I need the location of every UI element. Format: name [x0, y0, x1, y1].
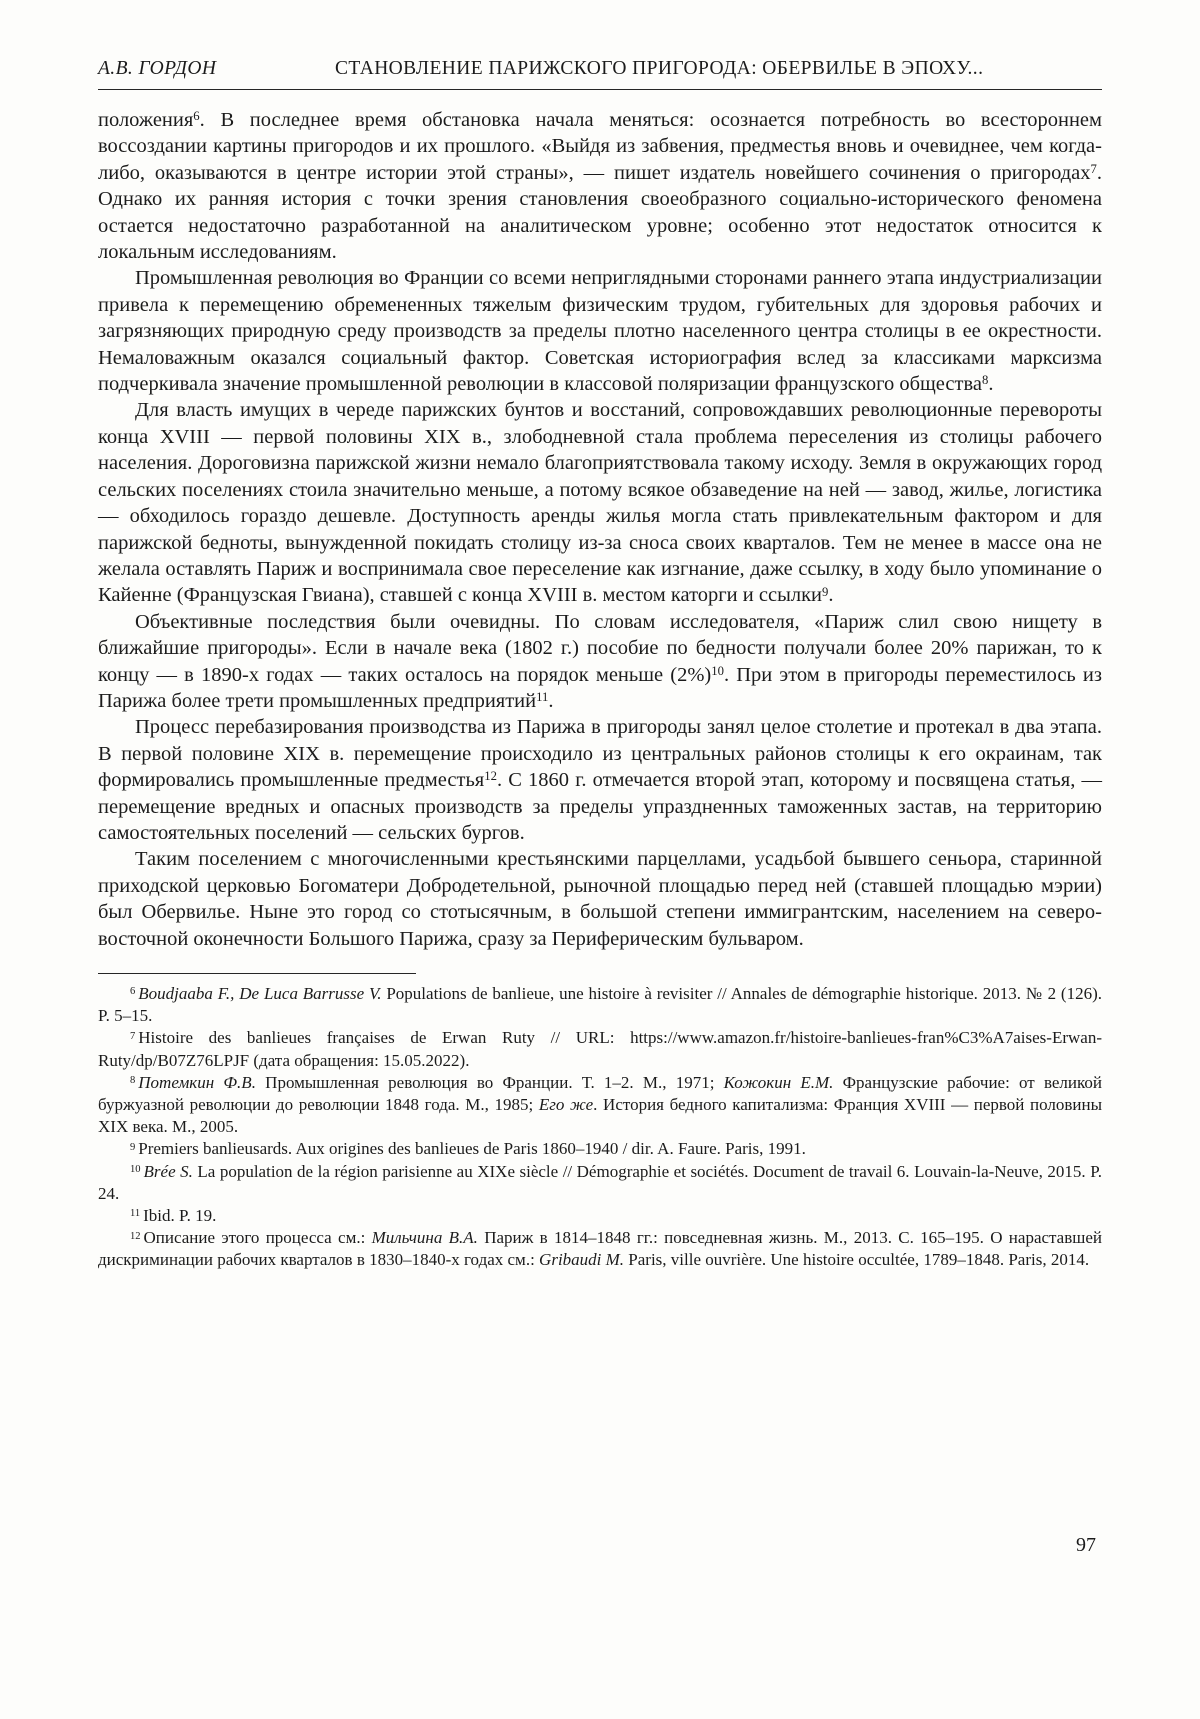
cited-author: Gribaudi M.	[539, 1250, 625, 1270]
header-rule	[98, 89, 1102, 90]
paragraph: положения$^6$. В последнее время обстановка начала меняться: осознается потребность во всестороннем воссоздании картины пригородов и их прошлого. «Выйдя из забвения, предместья вновь и очевиднее, чем когда-либо, оказываются в центре истории этой страны», — пишет издатель новейшего сочинения о пригородах$^7$. Однако их ранняя история с точки зрения становления своеобразного социально-исторического феномена остается недостаточно разработанной на аналитическом уровне; особенно этот недостаток относится к локальным исследованиям.	[98, 109, 1102, 264]
paragraph: Таким поселением с многочисленными крестьянскими парцеллами, усадьбой бывшего сеньора, старинной приходской церковью Богоматери Добродетельной, рыночной площадью перед ней (ставшей площадью мэрии) был Обервилье. Ныне это город со стотысячным, в большой степени иммигрантским, населением на северо-восточной оконечности Большого Парижа, сразу за Периферическим бульваром.	[98, 848, 1102, 950]
footnote-ref: 10	[711, 663, 724, 678]
footnote-ref: 11	[536, 690, 549, 705]
page-number: 97	[1076, 1534, 1096, 1556]
footnote: $^7$ Histoire des banlieues françaises de Erwan Ruty // URL: https://www.amazon.fr/histoire-banlieues-fran%C3%A7aises-Erwan-Ruty/dp/B07Z76LPJF (дата обращения: 15.05.2022).	[98, 1028, 1102, 1070]
header-author: А.В. ГОРДОН	[98, 58, 217, 79]
footnote-number: 12	[130, 1230, 141, 1242]
footnote-ref: 9	[822, 584, 829, 599]
cited-author: Потемкин Ф.В.	[138, 1072, 256, 1092]
running-header	[98, 58, 1102, 80]
body-text	[98, 107, 1102, 952]
footnote: $^9$ Premiers banlieusards. Aux origines des banlieues de Paris 1860–1940 / dir. A. Faure. Paris, 1991.	[130, 1139, 806, 1159]
cited-author: Brée S.	[143, 1161, 193, 1181]
cited-author: Мильчина В.А.	[371, 1228, 478, 1248]
footnote: $^6$ Boudjaaba F., De Luca Barrusse V. Populations de banlieue, une histoire à revisiter // Annales de démographie historique. 2013. № 2 (126). P. 5–15.	[98, 984, 1102, 1026]
footnote-number: 10	[130, 1163, 141, 1175]
paragraph: Промышленная революция во Франции со всеми неприглядными сторонами раннего этапа индустриализации привела к перемещению обремененных тяжелым физическим трудом, губительных для здоровья рабочих и загрязняющих природную среду производств за пределы плотно населенного центра столицы в ее окрестности. Немаловажным оказался социальный фактор. Советская историография вслед за классиками марксизма подчеркивала значение промышленной революции в классовой поляризации французского общества$^8$.	[98, 267, 1102, 396]
paragraph: Для власть имущих в череде парижских бунтов и восстаний, сопровождавших революционные перевороты конца XVIII — первой половины XIX в., злободневной стала проблема переселения из столицы рабочего населения. Дороговизна парижской жизни немало благоприятствовала такому исходу. Земля в окружающих город сельских поселениях стоила значительно меньше, а потому всякое обзаведение на ней — завод, жилье, логистика — обходилось гораздо дешевле. Доступность аренды жилья могла стать привлекательным фактором и для парижской бедноты, вынужденной покидать столицу из-за сноса своих кварталов. Тем не менее в массе она не желала оставлять Париж и воспринимала свое переселение как изгнание, даже ссылку, в ходу было упоминание о Кайенне (Французская Гвиана), ставшей с конца XVIII в. местом каторги и ссылки$^9$.	[98, 399, 1102, 607]
cited-author: Кожокин Е.М.	[723, 1072, 834, 1092]
footnote-ref: 6	[193, 109, 200, 124]
cited-author: Boudjaaba F., De Luca Barrusse V.	[138, 984, 382, 1003]
footnote-ref: 8	[981, 373, 989, 388]
footnote-number: 11	[130, 1208, 141, 1220]
footnote-rule	[98, 973, 416, 974]
footnote: $^8$ Потемкин Ф.В. Промышленная революция во Франции. Т. 1–2. М., 1971; Кожокин Е.М. Французские рабочие: от великой буржуазной революции до революции 1848 года. М., 1985; Его же. История бедного капитализма: Франция XVIII — первой половины XIX века. М., 2005.	[98, 1072, 1102, 1137]
footnote: $^{11}$ Ibid. P. 19.	[130, 1206, 217, 1226]
footnote-number: 7	[130, 1030, 136, 1042]
footnote-ref: 12	[484, 769, 497, 784]
footnote-number: 9	[130, 1141, 136, 1153]
footnote: $^{12}$ Описание этого процесса см.: Мильчина В.А. Париж в 1814–1848 гг.: повседневная жизнь. М., 2013. С. 165–195. О нараставшей дискриминации рабочих кварталов в 1830–1840-х годах см.: Gribaudi M. Paris, ville ouvrière. Une histoire occultée, 1789–1848. Paris, 2014.	[98, 1228, 1102, 1270]
paragraph: Объективные последствия были очевидны. По словам исследователя, «Париж слил свою нищету в ближайшие пригороды». Если в начале века (1802 г.) пособие по бедности получали более 20% парижан, то к концу — в 1890-х годах — таких осталось на порядок меньше $(2\%)^{10}$. При этом в пригороды переместилось из Парижа более трети промышленных предприятий$^{11}$.	[98, 610, 1102, 712]
paragraph: Процесс перебазирования производства из Парижа в пригороды занял целое столетие и протекал в два этапа. В первой половине XIX в. перемещение происходило из центральных районов столицы к его окраинам, так формировались промышленные предместья$^{12}$. С 1860 г. отмечается второй этап, которому и посвящена статья, — перемещение вредных и опасных производств за пределы упраздненных таможенных застав, на территорию самостоятельных поселений — сельских бургов.	[98, 716, 1102, 844]
footnote-number: 8	[130, 1075, 136, 1087]
cited-author: Его же	[538, 1095, 594, 1115]
footnote-ref: 7	[1090, 162, 1097, 177]
footnote-number: 6	[130, 986, 136, 998]
footnote: $^{10}$ Brée S. La population de la région parisienne au XIXe siècle // Démographie et sociétés. Document de travail 6. Louvain-la-Neuve, 2015. P. 24.	[98, 1161, 1103, 1203]
header-title: СТАНОВЛЕНИЕ ПАРИЖСКОГО ПРИГОРОДА: ОБЕРВИЛЬЕ В ЭПОХУ...	[334, 58, 984, 79]
footnotes-list	[98, 983, 1102, 1272]
